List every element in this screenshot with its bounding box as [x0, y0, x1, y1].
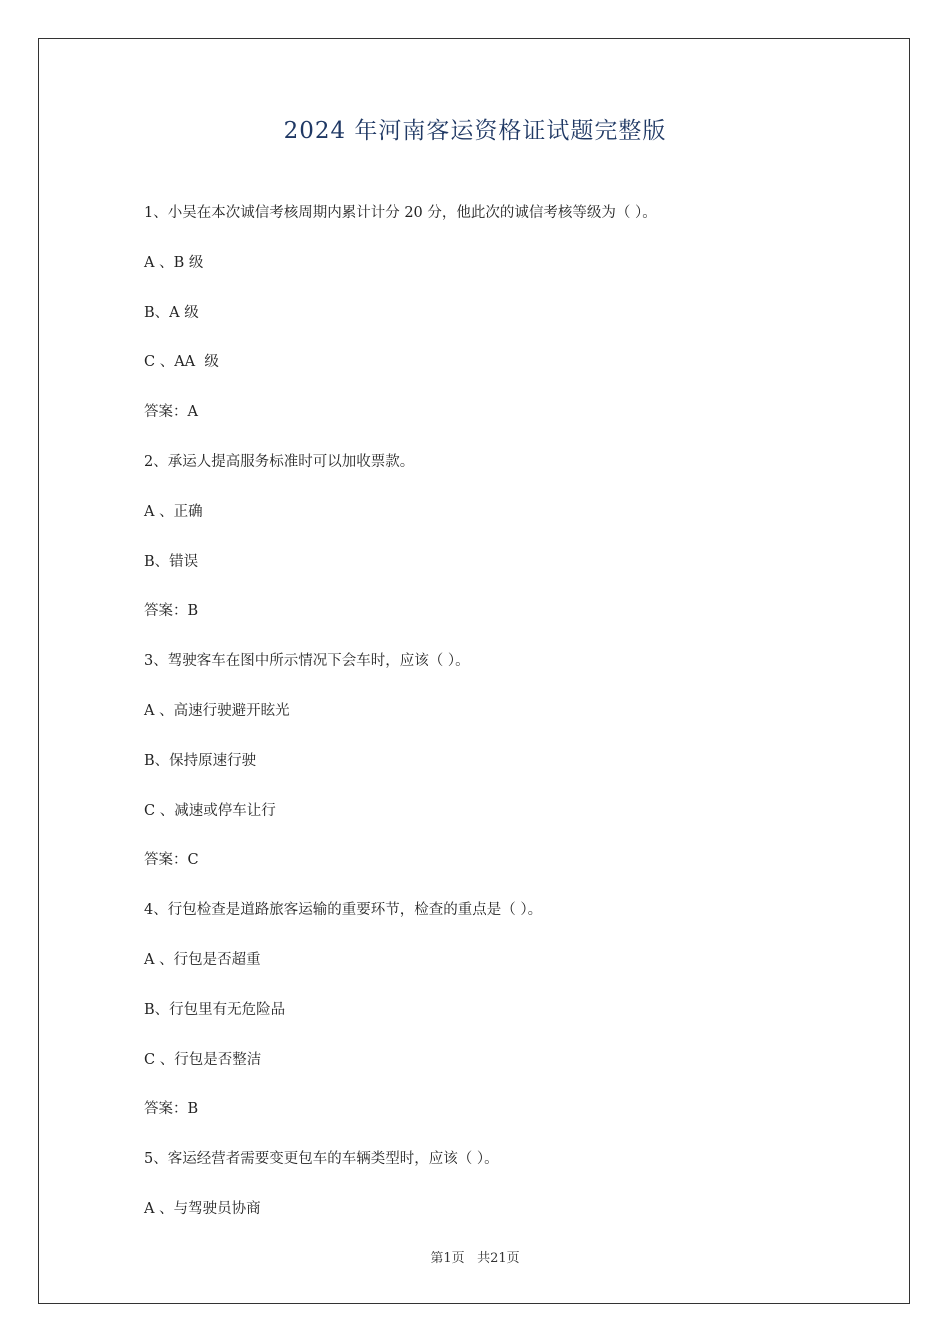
option-1a: A 、B 级	[144, 254, 204, 271]
option-4b: B、行包里有无危险品	[144, 1001, 286, 1018]
option-3a: A 、高速行驶避开眩光	[144, 702, 290, 719]
answer-2: 答案：B	[144, 603, 199, 620]
option-5a: A 、与驾驶员协商	[144, 1200, 261, 1217]
option-2b: B、错误	[144, 553, 199, 570]
option-4a: A 、行包是否超重	[144, 951, 261, 968]
option-3b: B、保持原速行驶	[144, 752, 257, 769]
question-list	[144, 198, 844, 1244]
document-title: 2024 年河南客运资格证试题完整版	[283, 118, 667, 144]
option-1c: C 、AA 级	[144, 354, 219, 371]
answer-4: 答案：B	[144, 1101, 199, 1118]
question-2: 2、承运人提高服务标准时可以加收票款。	[144, 453, 415, 470]
question-5: 5、客运经营者需要变更包车的车辆类型时，应该（ ）。	[144, 1151, 499, 1168]
page-footer	[0, 1247, 950, 1266]
page-number: 第1页	[430, 1251, 465, 1266]
question-3: 3、驾驶客车在图中所示情况下会车时，应该（ ）。	[144, 653, 470, 670]
answer-3: 答案：C	[144, 852, 199, 869]
question-1: 1、小吴在本次诚信考核周期内累计计分 20 分，他此次的诚信考核等级为（ ）。	[144, 205, 657, 221]
answer-1: 答案：A	[144, 404, 198, 421]
option-2a: A 、正确	[144, 503, 203, 520]
option-4c: C 、行包是否整洁	[144, 1051, 262, 1068]
question-4: 4、行包检查是道路旅客运输的重要环节，检查的重点是（ ）。	[144, 902, 543, 919]
option-1b: B、A 级	[144, 304, 199, 321]
page-total: 共21页	[477, 1251, 520, 1266]
option-3c: C 、减速或停车让行	[144, 802, 276, 819]
